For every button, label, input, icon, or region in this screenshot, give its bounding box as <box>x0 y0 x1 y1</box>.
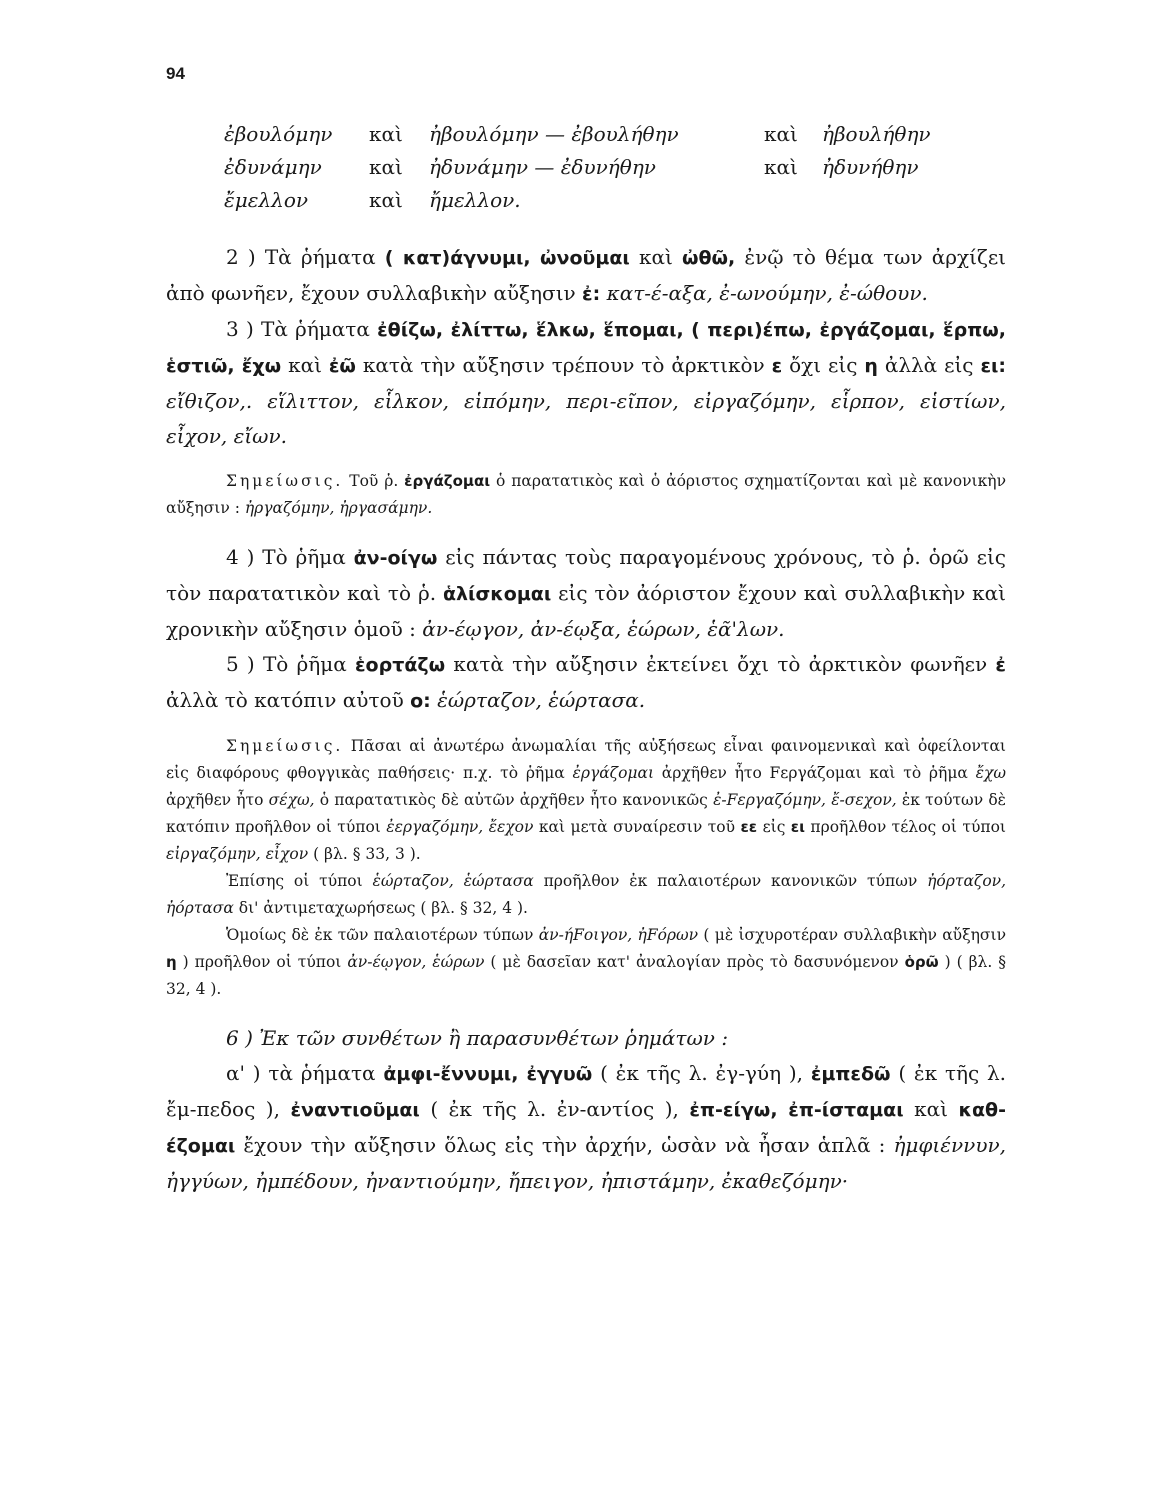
bold-term: ἐ <box>995 654 1006 676</box>
text: ἀρχῆθεν ἦτο <box>166 791 269 809</box>
text: ( ἐκ τῆς λ. ἔμ-πεδος ), <box>166 1061 1007 1121</box>
paragraph-2 <box>166 240 1006 312</box>
bold-term: ὁρῶ <box>904 953 939 971</box>
text: ἐνῷ τὸ θέμα των ἀρχίζει ἀπὸ φωνῆεν, ἔχουν συλλαβικὴν αὔξησιν <box>166 245 1007 305</box>
paragraph-4 <box>166 540 1006 647</box>
form-cell: ἐδυνάμην <box>224 155 322 179</box>
bold-term: η <box>166 953 177 971</box>
bold-term: ἐπ-είγω, ἐπ-ίσταμαι <box>689 1099 904 1121</box>
italic-forms: ἀν-έῳγον, ἀν-έῳξα, ἑώρων, ἑᾶ'λων. <box>422 617 785 641</box>
bold-term: ὠθῶ, <box>681 247 736 269</box>
text: προῆλθον τέλος οἱ τύποι <box>805 818 1006 836</box>
verb-forms-row <box>224 184 984 217</box>
paragraph-5 <box>166 647 1006 719</box>
page-body <box>166 240 1006 1199</box>
text: ἀλλὰ τὸ κατόπιν αὐτοῦ <box>166 688 411 712</box>
bold-term: η <box>864 355 878 377</box>
italic-forms: κατ-έ-αξα, ἐ-ωνούμην, ἐ-ώθουν. <box>600 281 928 305</box>
italic-forms: ἀν-ήFοιγον, ἠFόρων <box>538 926 699 944</box>
text: Τοῦ ῥ. <box>343 472 405 490</box>
italic-forms: ἀν-έῳγον, ἑώρων <box>347 953 485 971</box>
italic-forms: ἑώρταζον, ἑώρτασα <box>372 872 534 890</box>
text: καὶ μετὰ συναίρεσιν τοῦ <box>533 818 741 836</box>
text: δι' ἀντιμεταχωρήσεως ( βλ. § 32, 4 ). <box>233 899 528 917</box>
conjunction-cell: καὶ <box>369 188 403 212</box>
bold-term: ἀμφι-ἔννυμι, ἐγγυῶ <box>383 1063 593 1085</box>
form-cell: ἔμελλον <box>224 188 309 212</box>
text: ἔχουν τὴν αὔξησιν ὅλως εἰς τὴν ἀρχήν, ὡσὰν νὰ ἦσαν ἁπλᾶ : <box>235 1133 894 1157</box>
italic-forms: ἠόρταζον, ἠόρτασα <box>166 872 1006 917</box>
text: 3 ) Τὰ ῥήματα <box>226 317 378 341</box>
bold-term: ἐμπεδῶ <box>810 1063 891 1085</box>
bold-term: ἐ: <box>582 283 601 305</box>
text: ( βλ. § 33, 3 ). <box>308 845 421 863</box>
text: ( μὲ δασεῖαν κατ' ἀναλογίαν πρὸς τὸ δασυνόμενον <box>484 953 905 971</box>
bold-term: ἐργάζομαι <box>404 472 491 490</box>
bold-term: ο: <box>410 690 431 712</box>
bold-term: ἐῶ <box>328 355 356 377</box>
bold-term: ει: <box>980 355 1007 377</box>
note-4 <box>166 922 1006 1003</box>
page-number: 94 <box>166 64 185 83</box>
text: εἰς πάντας τοὺς παραγομένους χρόνους, τὸ ῥ. ὁρῶ εἰς τὸν παρατατικὸν καὶ τὸ ῥ. <box>166 545 1006 605</box>
form-cell: ἠδυνάμην — ἐδυνήθην <box>429 155 656 179</box>
italic-forms: ἔχω <box>975 764 1006 782</box>
note-1 <box>166 468 1006 522</box>
text: 5 ) Τὸ ῥῆμα <box>226 652 355 676</box>
bold-term: ἐθίζω, ἐλίττω, ἕλκω, ἕπομαι, ( περι)έπω, ἐργάζομαι, ἕρπω, ἑστιῶ, ἔχω <box>166 319 1006 377</box>
conjunction-cell <box>764 184 822 217</box>
italic-forms: εἰργαζόμην, εἶχον <box>166 845 309 863</box>
italic-forms: ἠργαζόμην, ἠργασάμην. <box>244 499 433 517</box>
conjunction-cell: καὶ <box>369 155 403 179</box>
text: ἐκ τούτων δὲ κατόπιν προῆλθον οἱ τύποι <box>166 791 1006 836</box>
text: ἀρχῆθεν ἦτο Fεργάζομαι καὶ τὸ ῥῆμα <box>654 764 976 782</box>
text: εἰς τὸν ἀόριστον ἔχουν καὶ συλλαβικὴν καὶ χρονικὴν αὔξησιν ὁμοῦ : <box>166 581 1006 641</box>
text: καὶ <box>281 353 329 377</box>
verb-forms-row <box>224 118 984 151</box>
bold-term: εε <box>740 818 758 836</box>
italic-forms: σέχω, <box>268 791 315 809</box>
text: 2 ) Τὰ ῥήματα <box>226 245 385 269</box>
text: ) ( βλ. § 32, 4 ). <box>166 953 1007 998</box>
italic-forms: ἑώρταζον, ἑώρτασα. <box>430 688 646 712</box>
text: καὶ <box>629 245 682 269</box>
note-label: Σημείωσις. <box>226 472 344 490</box>
text: ὁ παρατατικὸς δὲ αὐτῶν ἀρχῆθεν ἦτο κανονικῶς <box>314 791 714 809</box>
text: ( ἐκ τῆς λ. ἐν-αντίος ), <box>419 1097 690 1121</box>
text: ὄχι εἰς <box>782 353 865 377</box>
text: καὶ <box>903 1097 959 1121</box>
note-2 <box>166 733 1006 868</box>
italic-forms: ἐεργαζόμην, ἔεχον <box>386 818 534 836</box>
bold-term: ε <box>771 355 783 377</box>
form-cell: ἐβουλόμην <box>224 122 333 146</box>
bold-term: ἁλίσκομαι <box>442 583 552 605</box>
verb-forms-table <box>224 118 984 217</box>
verb-forms-row <box>224 151 984 184</box>
bold-term: ἐναντιοῦμαι <box>290 1099 420 1121</box>
italic-forms: ἐ-Fεργαζόμην, ἔ-σεχον, <box>713 791 897 809</box>
paragraph-6-heading <box>166 1021 1006 1056</box>
text: ) προῆλθον οἱ τύποι <box>176 953 348 971</box>
paragraph-3 <box>166 312 1006 454</box>
conjunction-cell: καὶ <box>764 122 798 146</box>
text: Ἐπίσης οἱ τύποι <box>226 872 373 890</box>
paragraph-6 <box>166 1056 1006 1199</box>
italic-forms: εἴθιζον,. εἵλιττον, εἷλκον, εἱπόμην, περι-εῖπον, εἰργαζόμην, εἷρπον, εἱστίων, εἶχον, εἴων. <box>166 389 1006 448</box>
bold-term: ει <box>790 818 805 836</box>
form-cell: ἠβουλόμην — ἐβουλήθην <box>429 122 679 146</box>
form-cell: ἠδυνήθην <box>822 155 919 179</box>
conjunction-cell: καὶ <box>764 155 798 179</box>
italic-forms: ἠμφιέννυν, ἠγγύων, ἠμπέδουν, ἠναντιούμην, ἤπειγον, ἠπιστάμην, ἐκαθεζόμην· <box>166 1133 1006 1193</box>
conjunction-cell: καὶ <box>369 122 403 146</box>
text: ὁ παρατατικὸς καὶ ὁ ἀόριστος σχηματίζονται καὶ μὲ κανονικὴν αὔξησιν : <box>166 472 1006 517</box>
text: ( μὲ ἰσχυροτέραν συλλαβικὴν αὔξησιν <box>698 926 1006 944</box>
bold-term: ( κατ)άγνυμι, ὠνοῦμαι <box>384 247 630 269</box>
text: κατὰ τὴν αὔξησιν τρέπουν τὸ ἀρκτικὸν <box>355 353 772 377</box>
note-3 <box>166 868 1006 922</box>
text: κατὰ τὴν αὔξησιν ἐκτείνει ὄχι τὸ ἀρκτικὸν φωνῆεν <box>445 652 996 676</box>
form-cell: ἤμελλον. <box>429 188 521 212</box>
note-label: Σημείωσις. <box>226 737 344 755</box>
italic-forms: ἐργάζομαι <box>572 764 655 782</box>
bold-term: ἀν-οίγω <box>353 547 438 569</box>
bold-term: ἑορτάζω <box>354 654 446 676</box>
text: α' ) τὰ ῥήματα <box>226 1061 384 1085</box>
text: Ὁμοίως δὲ ἐκ τῶν παλαιοτέρων τύπων <box>226 926 539 944</box>
form-cell: ἠβουλήθην <box>822 122 931 146</box>
text: εἰς <box>757 818 791 836</box>
bold-term: καθ-έζομαι <box>166 1099 1006 1157</box>
text: ( ἐκ τῆς λ. ἐγ-γύη ), <box>592 1061 811 1085</box>
text: Πᾶσαι αἱ ἀνωτέρω ἀνωμαλίαι τῆς αὐξήσεως εἶναι φαινομενικαὶ καὶ ὀφείλονται εἰς διαφόρους φθογγικὰς παθήσεις· π.χ. τὸ ῥῆμα <box>166 737 1006 782</box>
text: ἀλλὰ εἰς <box>877 353 981 377</box>
section-heading: 6 ) Ἐκ τῶν συνθέτων ἢ παρασυνθέτων ῥημάτων : <box>226 1026 729 1050</box>
text: 4 ) Τὸ ῥῆμα <box>226 545 354 569</box>
text: προῆλθον ἐκ παλαιοτέρων κανονικῶν τύπων <box>533 872 928 890</box>
